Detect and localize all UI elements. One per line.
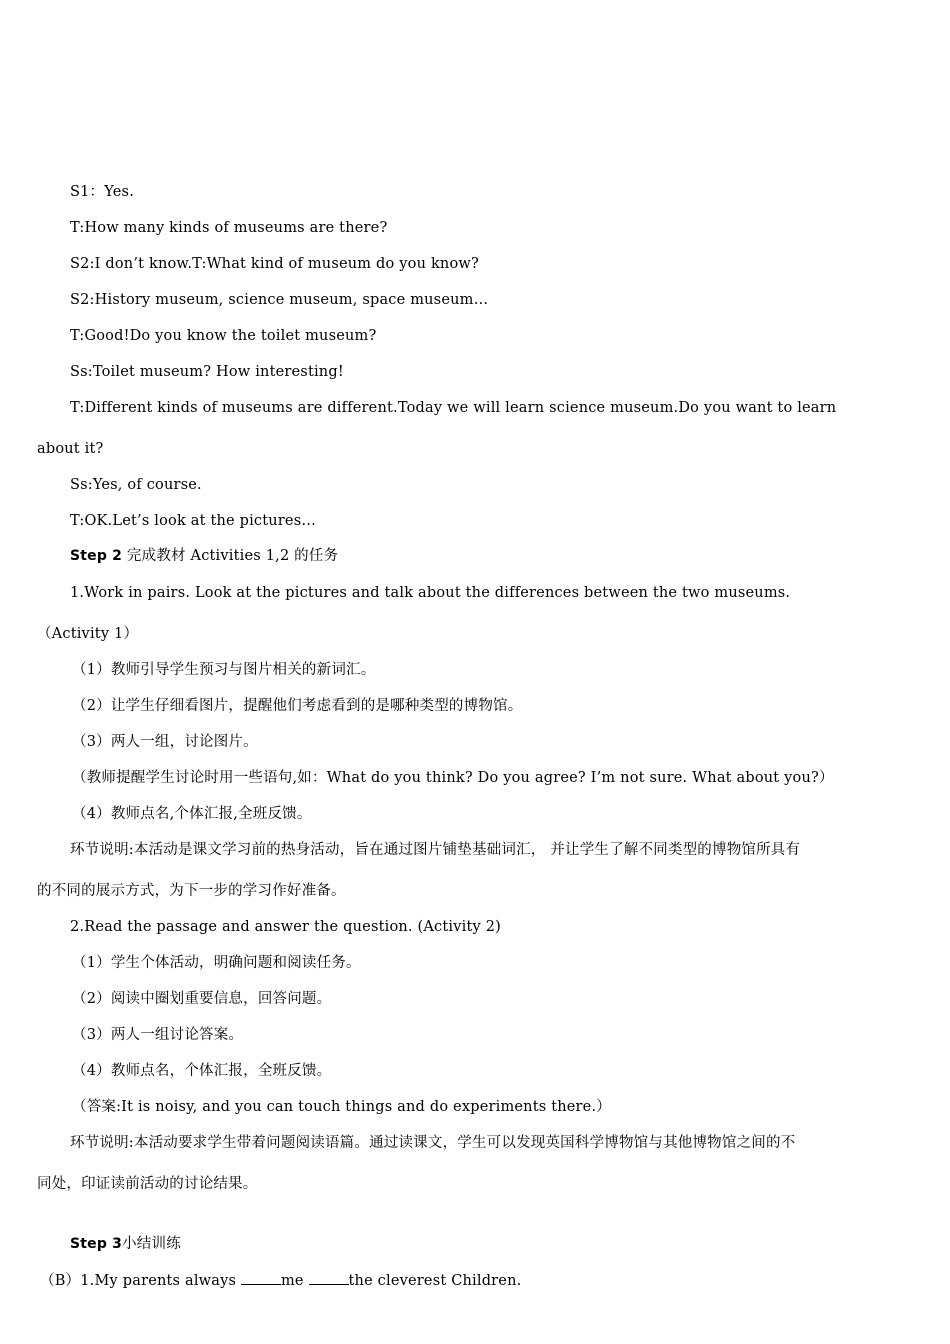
task1-item: （4）教师点名,个体汇报,全班反馈。 [72, 806, 312, 822]
task2-item: （2）阅读中圈划重要信息，回答问题。 [72, 991, 332, 1007]
dialogue-line: Ss:Yes, of course. [70, 477, 202, 493]
answer-blank[interactable] [241, 1270, 281, 1285]
task1-item: （1）教师引导学生预习与图片相关的新词汇。 [72, 662, 376, 678]
dialogue-line: about it? [37, 441, 104, 457]
step3-label: Step 3 [70, 1236, 123, 1252]
task1-item: （3）两人一组，讨论图片。 [72, 734, 258, 750]
task1-line: 1.Work in pairs. Look at the pictures and talk about the differences between the two museums. [70, 585, 791, 601]
dialogue-line: T:Different kinds of museums are different.Today we will learn science museum.Do you want to learn [70, 400, 837, 416]
exercise-mid: me [280, 1273, 309, 1289]
dialogue-line: S1：Yes. [70, 184, 135, 200]
dialogue-line: Ss:Toilet museum? How interesting! [70, 364, 344, 380]
note2-line: 同处，印证读前活动的讨论结果。 [37, 1176, 258, 1192]
exercise-end: the cleverest Children. [348, 1273, 522, 1289]
step2-heading [70, 546, 338, 566]
task2-item: （1）学生个体活动，明确问题和阅读任务。 [72, 955, 361, 971]
exercise-line [40, 1270, 521, 1291]
note2-line: 环节说明:本活动要求学生带着问题阅读语篇。通过读课文，学生可以发现英国科学博物馆与其他博物馆之间的不 [70, 1135, 796, 1151]
task1-item: （2）让学生仔细看图片，提醒他们考虑看到的是哪种类型的博物馆。 [72, 698, 523, 714]
step2-label: Step 2 [70, 548, 123, 564]
task2-line: 2.Read the passage and answer the question. (Activity 2) [70, 919, 501, 935]
note1-line: 环节说明:本活动是课文学习前的热身活动，旨在通过图片铺垫基础词汇， 并让学生了解不同类型的博物馆所具有 [70, 842, 801, 858]
task2-item: （3）两人一组讨论答案。 [72, 1027, 244, 1043]
step2-title: 完成教材 Activities 1,2 的任务 [122, 548, 339, 564]
step3-title: 小结训练 [122, 1236, 181, 1252]
task2-item: （答案:It is noisy, and you can touch things and do experiments there.） [72, 1099, 611, 1115]
dialogue-line: S2:History museum, science museum, space museum… [70, 292, 489, 308]
task2-item: （4）教师点名，个体汇报，全班反馈。 [72, 1063, 332, 1079]
exercise-prefix: （B）1.My parents always [40, 1273, 241, 1289]
dialogue-line: T:Good!Do you know the toilet museum? [70, 328, 377, 344]
dialogue-line: S2:I don’t know.T:What kind of museum do you know? [70, 256, 479, 272]
task1-item: （教师提醒学生讨论时用一些语句,如：What do you think? Do you agree? I’m not sure. What about you?） [72, 770, 834, 786]
dialogue-line: T:How many kinds of museums are there? [70, 220, 388, 236]
dialogue-line: T:OK.Let’s look at the pictures… [70, 513, 317, 529]
step3-heading [70, 1234, 181, 1254]
task1-line: （Activity 1） [37, 626, 139, 642]
note1-line: 的不同的展示方式，为下一步的学习作好准备。 [37, 883, 346, 899]
answer-blank[interactable] [309, 1270, 349, 1285]
